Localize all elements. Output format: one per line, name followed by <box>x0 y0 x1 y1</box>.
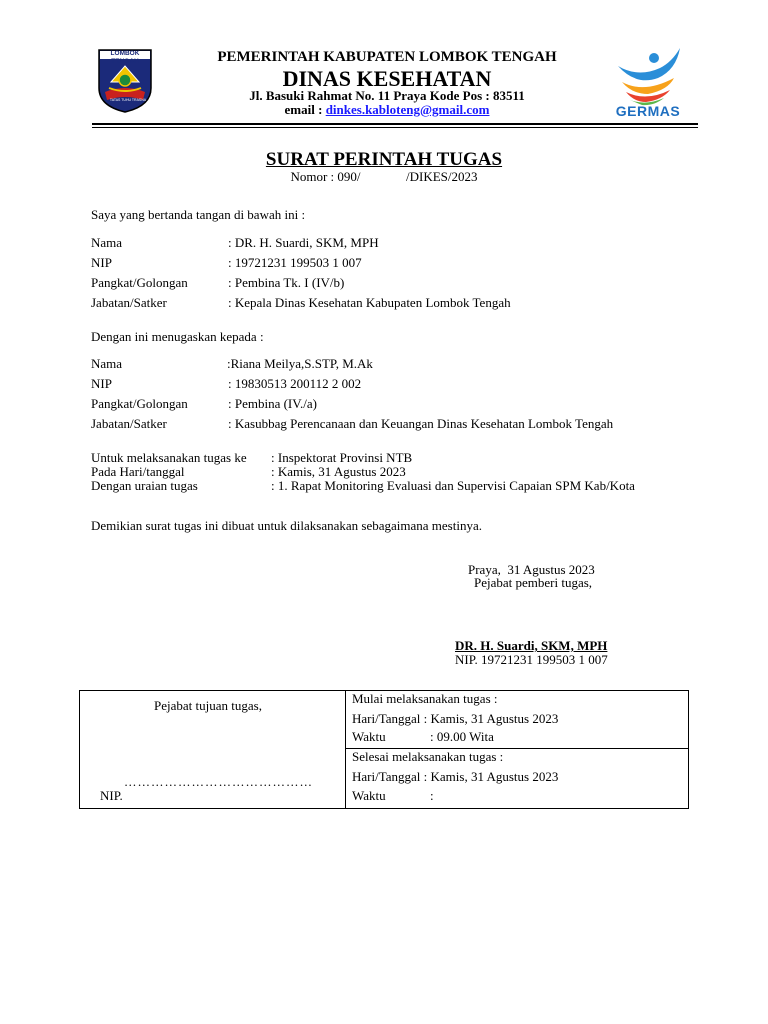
assignee-rank-value: : Pembina (IV./a) <box>228 396 317 411</box>
end-task-time-label: Waktu <box>352 788 386 803</box>
assignee-name-label: Nama <box>91 356 123 371</box>
start-task-time-label: Waktu <box>352 729 386 744</box>
destination-official-cell <box>80 691 346 809</box>
task-date-value: : Kamis, 31 Agustus 2023 <box>271 464 406 479</box>
emblem-label: LOMBOK TENGAH <box>110 50 140 65</box>
signer-rank-value: : Pembina Tk. I (IV/b) <box>228 275 345 290</box>
header-email-line <box>168 102 606 117</box>
assignee-position-label: Jabatan/Satker <box>91 416 167 431</box>
assignee-name-value: :Riana Meilya,S.STP, M.Ak <box>227 356 373 371</box>
assignee-nip-label: NIP <box>91 376 112 391</box>
signature-place-date: Praya, 31 Agustus 2023 <box>468 562 595 577</box>
start-task-cell <box>346 691 689 749</box>
assignee-rank-label: Pangkat/Golongan <box>91 396 188 411</box>
destination-official-signature-line: …………………………………… <box>124 775 313 789</box>
email-label: email : <box>284 102 326 117</box>
end-task-cell <box>346 749 689 809</box>
signer-position-label: Jabatan/Satker <box>91 295 167 310</box>
destination-official-nip: NIP. <box>100 788 123 803</box>
end-task-date: Hari/Tanggal : Kamis, 31 Agustus 2023 <box>352 769 559 784</box>
signer-position-value: : Kepala Dinas Kesehatan Kabupaten Lombok Tengah <box>228 295 511 310</box>
signer-rank-label: Pangkat/Golongan <box>91 275 188 290</box>
task-destination-label: Untuk melaksanakan tugas ke <box>91 450 247 465</box>
signer-nip-label: NIP <box>91 255 112 270</box>
germas-label: GERMAS <box>615 103 681 119</box>
signature-role: Pejabat pemberi tugas, <box>474 575 593 590</box>
email-link[interactable]: dinkes.kabloteng@gmail.com <box>325 102 490 117</box>
assign-intro-text: Dengan ini menugaskan kepada : <box>91 329 264 344</box>
document-title: SURAT PERINTAH TUGAS <box>265 149 503 170</box>
end-task-title: Selesai melaksanakan tugas : <box>352 749 504 764</box>
intro-text: Saya yang bertanda tangan di bawah ini : <box>91 207 306 222</box>
header-agency: DINAS KESEHATAN <box>282 66 492 91</box>
start-task-date: Hari/Tanggal : Kamis, 31 Agustus 2023 <box>352 711 559 726</box>
task-description-label: Dengan uraian tugas <box>91 478 198 493</box>
header-rule-thin <box>92 127 698 128</box>
closing-text: Demikian surat tugas ini dibuat untuk dilaksanakan sebagaimana mestinya. <box>91 518 482 533</box>
signer-name-label: Nama <box>91 235 123 250</box>
emblem-motto: TATAS TUHU TRASNA <box>109 98 147 102</box>
task-destination-value: : Inspektorat Provinsi NTB <box>271 450 413 465</box>
header-rule-thick <box>92 123 698 125</box>
signature-name: DR. H. Suardi, SKM, MPH <box>455 638 608 653</box>
execution-box <box>79 690 689 809</box>
document-number: Nomor : 090/ /DIKES/2023 <box>290 169 478 184</box>
task-description-value: : 1. Rapat Monitoring Evaluasi dan Supervisi Capaian SPM Kab/Kota <box>271 478 635 493</box>
task-date-label: Pada Hari/tanggal <box>91 464 185 479</box>
assignee-position-value: : Kasubbag Perencanaan dan Keuangan Dinas Kesehatan Lombok Tengah <box>228 416 614 431</box>
signer-name-value: : DR. H. Suardi, SKM, MPH <box>228 235 379 250</box>
start-task-time-value: : 09.00 Wita <box>430 729 494 744</box>
assignee-nip-value: : 19830513 200112 2 002 <box>228 376 362 391</box>
destination-official-title: Pejabat tujuan tugas, <box>154 698 262 713</box>
end-task-time-value: : <box>430 788 434 803</box>
signature-nip: NIP. 19721231 199503 1 007 <box>455 652 608 667</box>
header-address: Jl. Basuki Rahmat No. 11 Praya Kode Pos : 83511 <box>249 88 525 103</box>
header-government: PEMERINTAH KABUPATEN LOMBOK TENGAH <box>217 49 557 65</box>
start-task-title: Mulai melaksanakan tugas : <box>352 691 498 706</box>
signer-nip-value: : 19721231 199503 1 007 <box>228 255 362 270</box>
